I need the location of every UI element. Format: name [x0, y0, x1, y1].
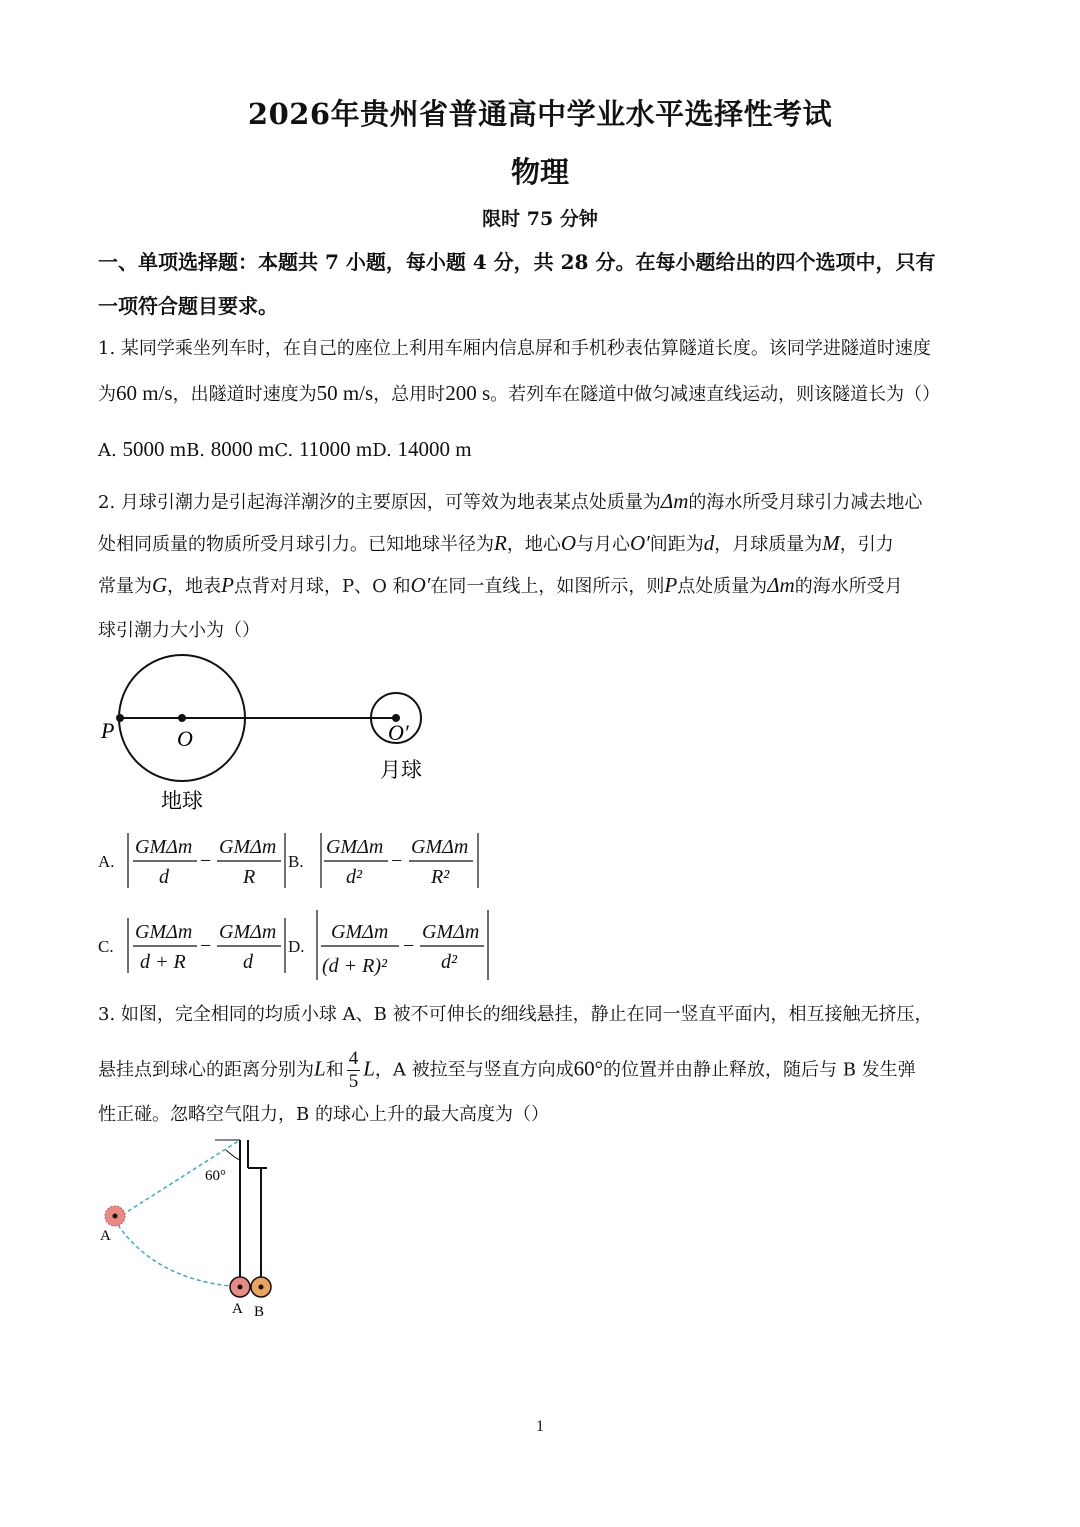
time-limit: 限时 75 分钟 — [482, 208, 598, 230]
svg-text:(d + R)²: (d + R)² — [322, 955, 388, 977]
q1-line1: 1. 某同学乘坐列车时，在自己的座位上利用车厢内信息屏和手机秒表估算隧道长度。该同学进隧道时速度 — [98, 338, 931, 359]
label-a-raised: A — [100, 1228, 111, 1244]
point-p — [116, 714, 124, 722]
label-o: O — [177, 726, 193, 751]
q2-option-a[interactable] — [98, 833, 285, 888]
svg-text:d²: d² — [441, 951, 457, 973]
svg-text:GMΔm: GMΔm — [422, 921, 480, 943]
svg-text:GMΔm: GMΔm — [219, 921, 277, 943]
section-heading-line2: 一项符合题目要求。 — [98, 294, 278, 318]
svg-text:d: d — [243, 951, 253, 973]
q2-option-c[interactable] — [98, 918, 285, 973]
section-heading-line1: 一、单项选择题：本题共 7 小题，每小题 4 分，共 28 分。在每小题给出的四个选项中，只有 — [98, 250, 936, 274]
svg-text:GMΔm: GMΔm — [331, 921, 389, 943]
svg-text:d: d — [159, 866, 169, 888]
q2-line3: 常量为G，地表P点背对月球，P、O 和O′在同一直线上，如图所示，则P点处质量为Δm的海水所受月 — [98, 573, 903, 597]
svg-text:R²: R² — [431, 866, 450, 888]
q2-line1: 2. 月球引潮力是引起海洋潮汐的主要原因，可等效为地表某点处质量为Δm的海水所受月球引力减去地心 — [98, 489, 923, 513]
angle-arc — [226, 1150, 240, 1160]
page-number: 1 — [536, 1418, 544, 1435]
label-o-prime: O′ — [388, 720, 409, 745]
q1-line2: 为60 m/s，出隧道时速度为50 m/s，总用时200 s。若列车在隧道中做匀减速直线运动，则该隧道长为（） — [98, 381, 941, 405]
q2-line4: 球引潮力大小为（） — [98, 620, 260, 641]
q2-line2: 处相同质量的物质所受月球引力。已知地球半径为R，地心O与月心O′间距为d，月球质量为M，引力 — [98, 531, 894, 555]
point-o — [178, 714, 186, 722]
label-earth: 地球 — [161, 789, 203, 813]
svg-text:GMΔm: GMΔm — [135, 836, 193, 858]
label-a: A — [232, 1301, 243, 1317]
q1-options — [98, 437, 472, 462]
q2-option-d[interactable] — [288, 910, 488, 980]
q3-line1: 3. 如图，完全相同的均质小球 A、B 被不可伸长的细线悬挂，静止在同一竖直平面内，相互接触无挤压， — [98, 1004, 933, 1025]
svg-text:−: − — [200, 935, 212, 957]
earth-moon-figure — [95, 650, 445, 820]
svg-text:−: − — [403, 935, 415, 957]
svg-text:R: R — [243, 866, 256, 888]
q3-fraction: $\frac{4}{5}$ — [348, 1048, 359, 1092]
label-p: P — [101, 718, 115, 743]
svg-text:GMΔm: GMΔm — [219, 836, 277, 858]
angle-label: 60° — [205, 1168, 226, 1184]
q3-line2: 悬挂点到球心的距离分别为L和 $\frac{4}{5}$ L，A 被拉至与竖直方向成60°的位置并由静止释放，随后与 B 发生弹 — [98, 1048, 916, 1092]
svg-text:GMΔm: GMΔm — [411, 836, 469, 858]
svg-text:A.: A. — [98, 852, 115, 871]
svg-text:d²: d² — [346, 866, 362, 888]
q2-options — [95, 825, 515, 985]
svg-text:−: − — [200, 850, 212, 872]
subject-title: 物理 — [510, 155, 569, 189]
q2-option-b[interactable] — [288, 833, 478, 888]
svg-text:d + R: d + R — [140, 951, 186, 973]
q1-option-d[interactable]: D. 14000 m — [372, 437, 472, 461]
q1-option-c[interactable]: C. 11000 m — [274, 437, 373, 461]
dashed-arc — [118, 1225, 230, 1286]
q1-option-b[interactable]: B. 8000 m — [186, 437, 275, 461]
svg-text:C.: C. — [98, 937, 114, 956]
q1-option-a[interactable]: A. 5000 m — [98, 437, 187, 461]
svg-text:−: − — [391, 850, 403, 872]
svg-text:D.: D. — [288, 937, 305, 956]
q3-line3: 性正碰。忽略空气阻力，B 的球心上升的最大高度为（） — [98, 1104, 549, 1125]
exam-title: 2026年贵州省普通高中学业水平选择性考试 — [247, 97, 833, 131]
pendulum-figure — [95, 1130, 295, 1330]
svg-text:B.: B. — [288, 852, 304, 871]
svg-text:GMΔm: GMΔm — [135, 921, 193, 943]
label-moon: 月球 — [380, 758, 422, 782]
label-b: B — [254, 1304, 265, 1320]
svg-text:GMΔm: GMΔm — [326, 836, 384, 858]
